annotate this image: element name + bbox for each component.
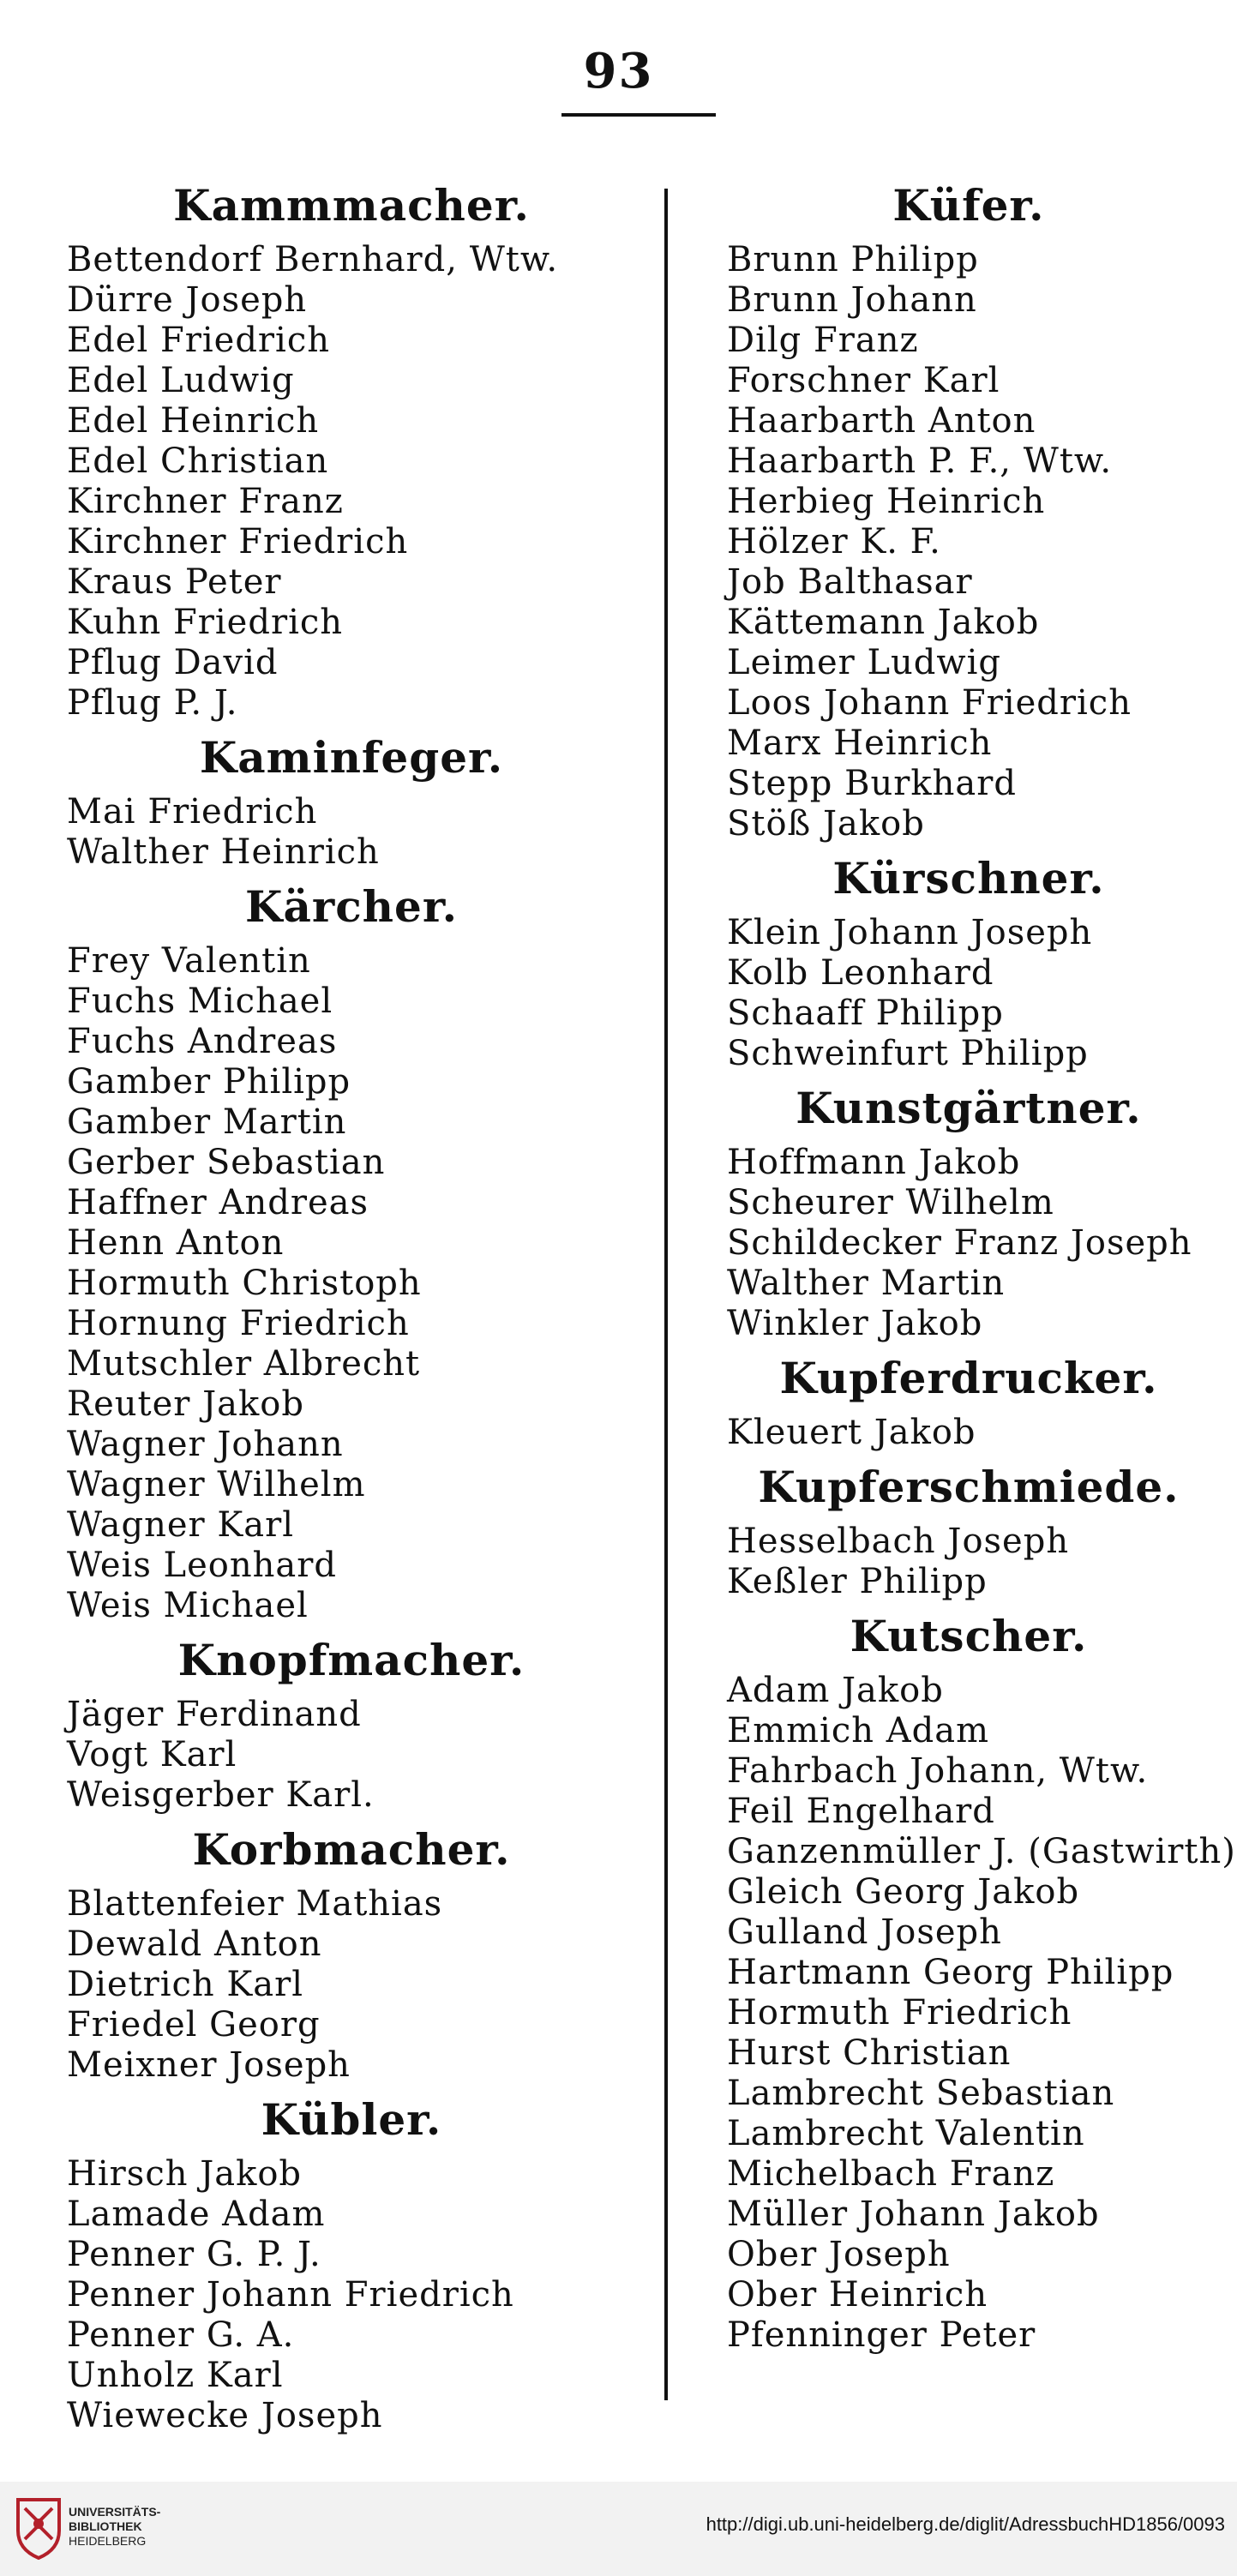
directory-entry: Edel Ludwig [67,361,295,400]
directory-entry: Brunn Johann [727,280,977,320]
directory-entry: Keßler Philipp [727,1562,988,1601]
section-heading: Kaminfeger. [199,732,504,783]
directory-entry: Loos Johann Friedrich [727,683,1132,723]
directory-entry: Gerber Sebastian [67,1143,386,1182]
section-heading: Kammmacher. [173,180,530,231]
section-heading: Knopfmacher. [177,1635,525,1685]
column-divider [664,189,668,2400]
directory-entry: Gulland Joseph [727,1912,1002,1952]
section-heading: Kutscher. [850,1611,1088,1661]
source-url[interactable]: http://digi.ub.uni-heidelberg.de/diglit/AdressbuchHD1856/0093 [706,2513,1225,2535]
directory-entry: Hormuth Christoph [67,1264,422,1303]
directory-entry: Müller Johann Jakob [727,2195,1100,2234]
directory-entry: Fuchs Michael [67,982,333,1021]
directory-entry: Ganzenmüller J. (Gastwirth) [727,1832,1236,1871]
directory-entry: Wagner Wilhelm [67,1465,366,1504]
directory-entry: Feil Engelhard [727,1792,995,1831]
directory-entry: Kirchner Friedrich [67,522,409,561]
library-line-2: BIBLIOTHEK [69,2519,142,2533]
library-line-3: HEIDELBERG [69,2534,147,2548]
trade-section [712,1344,1226,1453]
directory-entry: Schaaff Philipp [727,994,1004,1033]
section-heading: Kupferschmiede. [758,1462,1180,1512]
directory-entry: Kraus Peter [67,562,282,602]
directory-entry: Fahrbach Johann, Wtw. [727,1751,1149,1791]
directory-entry: Adam Jakob [727,1671,944,1710]
directory-entry: Mutschler Albrecht [67,1344,421,1384]
directory-entry: Herbieg Heinrich [727,482,1046,521]
directory-entry: Klein Johann Joseph [727,913,1093,952]
trade-section [712,844,1226,1074]
trade-section [51,1626,652,1816]
directory-entry: Lamade Adam [67,2195,326,2234]
directory-entry: Hirsch Jakob [67,2154,303,2194]
trade-section [51,724,652,873]
section-heading: Küfer. [892,180,1045,231]
directory-entry: Scheurer Wilhelm [727,1183,1054,1222]
directory-entry: Kuhn Friedrich [67,603,344,642]
trade-section [712,171,1226,844]
trade-section [51,171,652,724]
directory-entry: Hesselbach Joseph [727,1522,1070,1561]
directory-entry: Haarbarth P. F., Wtw. [727,441,1113,481]
trade-section [712,1453,1226,1602]
directory-entry: Dietrich Karl [67,1965,304,2004]
section-heading: Kunstgärtner. [796,1083,1142,1133]
directory-entry: Wagner Karl [67,1505,295,1545]
right-column [712,171,1236,2356]
directory-entry: Leimer Ludwig [727,643,1002,682]
university-seal-icon [13,2496,64,2561]
trade-section [712,1602,1236,2356]
library-line-1: UNIVERSITÄTS- [69,2505,161,2519]
directory-entry: Haffner Andreas [67,1183,369,1222]
directory-entry: Stöß Jakob [727,804,925,844]
page-number: 93 [583,43,654,99]
directory-entry: Reuter Jakob [67,1384,304,1424]
directory-entry: Pfenninger Peter [727,2315,1036,2355]
directory-entry: Penner G. A. [67,2315,295,2355]
directory-entry: Dewald Anton [67,1924,322,1964]
trade-section [712,1074,1226,1344]
directory-entry: Winkler Jakob [727,1304,983,1343]
directory-entry: Walther Martin [727,1264,1006,1303]
directory-entry: Michelbach Franz [727,2154,1055,2194]
directory-entry: Bettendorf Bernhard, Wtw. [67,240,559,279]
left-column [51,171,652,2436]
trade-section [51,2086,652,2436]
directory-entry: Hölzer K. F. [727,522,941,561]
directory-entry: Gleich Georg Jakob [727,1872,1080,1912]
directory-entry: Vogt Karl [67,1735,237,1774]
directory-entry: Gamber Martin [67,1102,347,1142]
directory-entry: Haarbarth Anton [727,401,1036,441]
header-rule [561,113,716,117]
directory-entry: Brunn Philipp [727,240,979,279]
directory-entry: Wiewecke Joseph [67,2396,383,2435]
directory-entry: Lambrecht Valentin [727,2114,1085,2153]
directory-entry: Job Balthasar [727,562,973,602]
directory-entry: Penner G. P. J. [67,2235,321,2274]
directory-entry: Pflug David [67,643,279,682]
section-heading: Kübler. [261,2094,442,2145]
directory-entry: Kleuert Jakob [727,1413,976,1452]
directory-entry: Forschner Karl [727,361,1000,400]
directory-entry: Ober Joseph [727,2235,951,2274]
directory-entry: Ober Heinrich [727,2275,988,2315]
directory-entry: Stepp Burkhard [727,764,1017,803]
directory-entry: Blattenfeier Mathias [67,1884,443,1924]
directory-entry: Hornung Friedrich [67,1304,410,1343]
section-heading: Korbmacher. [192,1824,511,1875]
directory-entry: Friedel Georg [67,2005,321,2045]
directory-entry: Fuchs Andreas [67,1022,338,1061]
section-heading: Kürschner. [832,853,1105,904]
trade-section [51,873,652,1626]
directory-entry: Edel Heinrich [67,401,320,441]
directory-entry: Dilg Franz [727,321,919,360]
directory-entry: Hartmann Georg Philipp [727,1953,1174,1992]
directory-entry: Unholz Karl [67,2356,284,2395]
section-heading: Kärcher. [245,881,458,932]
directory-entry: Penner Johann Friedrich [67,2275,514,2315]
directory-entry: Gamber Philipp [67,1062,351,1102]
directory-entry: Edel Christian [67,441,329,481]
section-heading: Kupferdrucker. [779,1353,1158,1403]
directory-entry: Henn Anton [67,1223,285,1263]
directory-entry: Edel Friedrich [67,321,331,360]
directory-entry: Frey Valentin [67,941,311,981]
directory-entry: Lambrecht Sebastian [727,2074,1115,2113]
directory-entry: Meixner Joseph [67,2045,351,2085]
directory-entry: Marx Heinrich [727,724,993,763]
directory-entry: Emmich Adam [727,1711,989,1750]
directory-entry: Mai Friedrich [67,792,318,832]
directory-entry: Kirchner Franz [67,482,344,521]
directory-entry: Jäger Ferdinand [67,1695,362,1734]
directory-entry: Hormuth Friedrich [727,1993,1072,2033]
library-name [69,2505,240,2549]
directory-entry: Kättemann Jakob [727,603,1040,642]
directory-entry: Schweinfurt Philipp [727,1034,1089,1073]
directory-entry: Kolb Leonhard [727,953,994,993]
directory-entry: Weis Leonhard [67,1546,337,1585]
directory-entry: Weis Michael [67,1586,309,1625]
trade-section [51,1816,652,2086]
directory-entry: Hoffmann Jakob [727,1143,1021,1182]
directory-entry: Weisgerber Karl. [67,1775,375,1815]
directory-entry: Pflug P. J. [67,683,238,723]
directory-entry: Wagner Johann [67,1425,344,1464]
directory-entry: Walther Heinrich [67,832,380,872]
directory-entry: Hurst Christian [727,2033,1012,2073]
directory-entry: Schildecker Franz Joseph [727,1223,1192,1263]
directory-entry: Dürre Joseph [67,280,308,320]
